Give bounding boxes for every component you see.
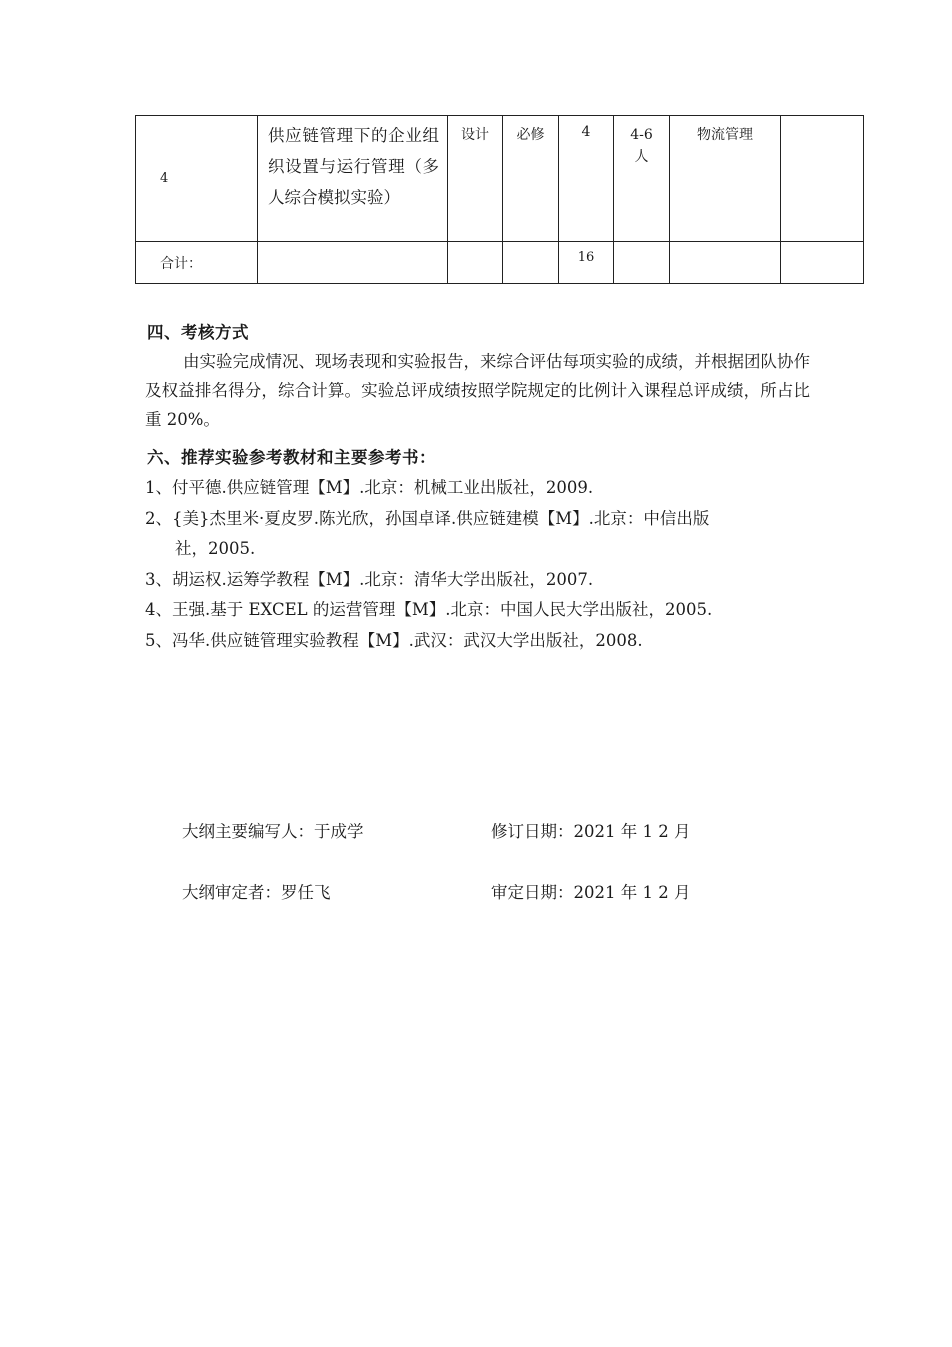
table-total-row [136,242,864,284]
outline-author: 大纲主要编写人：于成学 [182,822,364,841]
reference-item-2: 2、{美}杰里米·夏皮罗.陈光欣，孙国卓译.供应链建模【M】.北京：中信出版 [145,509,710,528]
experiment-table [135,115,864,284]
group-size-line2: 人 [634,149,649,165]
approval-date: 审定日期：2021 年 1 2 月 [491,883,691,902]
reference-item-5: 5、冯华.供应链管理实验教程【M】.武汉：武汉大学出版社，2008. [145,631,643,650]
outline-reviewer: 大纲审定者：罗任飞 [182,883,331,902]
section-heading-assessment: 四、考核方式 [147,323,249,342]
assessment-text: 由实验完成情况、现场表现和实验报告，来综合评估每项实验的成绩，并根据团队协作及权益排名得分，综合计算。实验总评成绩按照学院规定的比例计入课程总评成绩，所占比重 20%。 [145,352,810,429]
revision-date: 修订日期：2021 年 1 2 月 [491,822,691,841]
cell-note [781,116,864,242]
total-empty-cell [503,242,559,284]
cell-department: 物流管理 [670,116,781,242]
group-size-line1: 4-6 [630,127,653,143]
cell-number: 4 [136,116,258,242]
cell-type: 设计 [448,116,503,242]
total-empty-cell [670,242,781,284]
total-empty-cell [448,242,503,284]
cell-experiment-name: 供应链管理下的企业组织设置与运行管理（多人综合模拟实验） [258,116,448,242]
reference-item-2-continued: 社，2005. [175,539,256,558]
assessment-paragraph [145,347,810,434]
section-heading-references: 六、推荐实验参考教材和主要参考书： [147,448,436,467]
total-label: 合计： [136,242,258,284]
cell-group-size [614,116,670,242]
reference-item-1: 1、付平德.供应链管理【M】.北京：机械工业出版社，2009. [145,478,594,497]
cell-hours: 4 [559,116,614,242]
cell-required: 必修 [503,116,559,242]
total-empty-cell [781,242,864,284]
table-row [136,116,864,242]
total-empty-cell [614,242,670,284]
reference-item-3: 3、胡运权.运筹学教程【M】.北京：清华大学出版社，2007. [145,570,594,589]
total-empty-cell [258,242,448,284]
reference-item-4: 4、王强.基于 EXCEL 的运营管理【M】.北京：中国人民大学出版社，2005. [145,600,713,619]
total-hours: 16 [559,242,614,284]
